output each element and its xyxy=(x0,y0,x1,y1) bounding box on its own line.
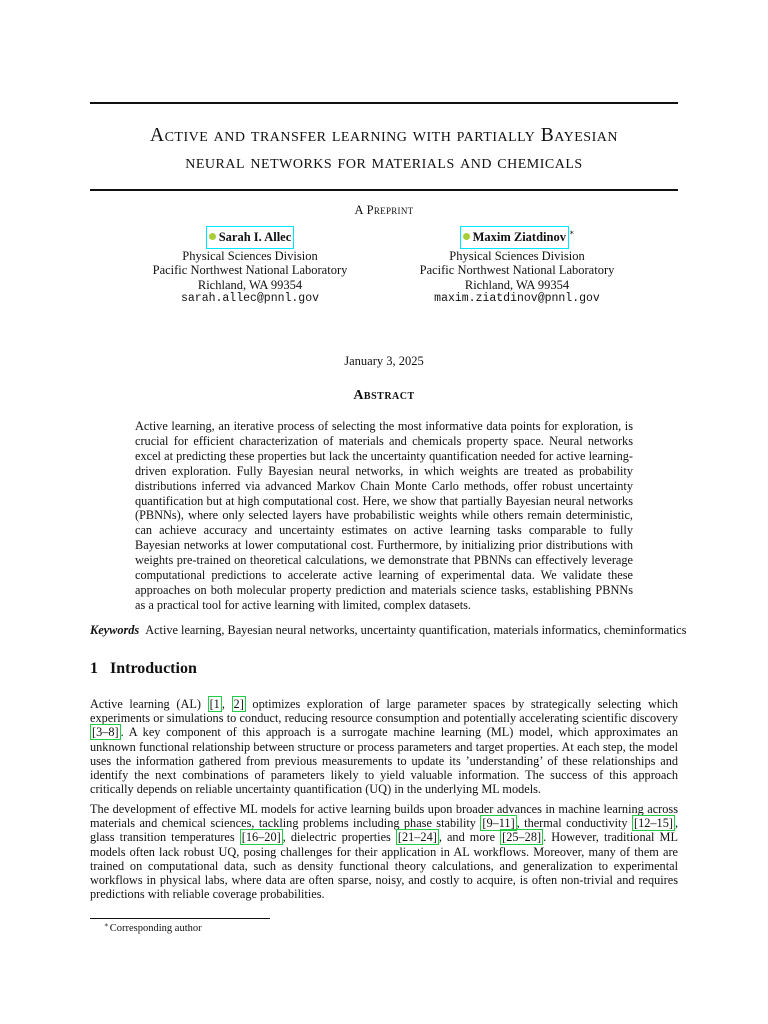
title-line-1: Active and transfer learning with partially Bayesian xyxy=(150,125,618,146)
citation-link[interactable]: [25–28] xyxy=(502,830,542,845)
text-run: . A key component of this approach is a surrogate machine learning (ML) model, which approximates an unknown functional relationship between structure or process parameters and target properties. At each step, the model uses the information gathered from previous measurements to update its ’understanding’ of these relationships and identify the next combinations of parameters likely to yield valuable information. The success of this approach critically depends on reliable uncertainty quantification (UQ) in the underlying ML models. xyxy=(90,725,678,797)
author-division: Physical Sciences Division xyxy=(182,248,318,263)
section-title: Introduction xyxy=(110,660,197,677)
text-run: , glass transition temperatures xyxy=(90,816,679,845)
top-rule xyxy=(90,102,678,104)
corresponding-marker[interactable]: ∗ xyxy=(568,228,575,237)
publication-date: January 3, 2025 xyxy=(344,354,424,368)
intro-paragraph-2 xyxy=(90,802,678,901)
abstract-text: Active learning, an iterative process of selecting the most informative data points for exploration, is crucial for efficient characterization of materials and chemicals property space. Neural networks excel at predicting these properties but lack the uncertainty quantification needed for active learning-driven exploration. Fully Bayesian neural networks, in which weights are treated as probability distributions inferred via advanced Markov Chain Monte Carlo methods, offer robust uncertainty quantification but at high computational cost. Here, we show that partially Bayesian neural networks (PBNNs), where only selected layers have probabilistic weights while others remain deterministic, can achieve accuracy and uncertainty estimates on active learning tasks comparable to fully Bayesian networks at lower computational cost. Furthermore, by initializing prior distributions with weights pre-trained on theoretical calculations, we demonstrate that PBNNs can effectively leverage computational predictions to accelerate active learning of experimental data. We validate these approaches on both molecular property prediction and materials science tasks, establishing PBNNs as a practical tool for active learning with limited, complex datasets. xyxy=(135,419,633,612)
orcid-icon[interactable] xyxy=(463,233,470,240)
author-division: Physical Sciences Division xyxy=(449,248,585,263)
author-email[interactable]: maxim.ziatdinov@pnnl.gov xyxy=(434,292,600,305)
abstract-heading: Abstract xyxy=(353,388,415,403)
intro-paragraph-1: Active learning (AL) [1 , 2] optimizes exploration of large parameter spaces by strategically selecting which experiments or simulations to conduct, reducing resource consumption and potentially accelerating scientific discovery [3–8] . A key component of this approach is a surrogate machine learning (ML) model, which approximates an unknown functional relationship between structure or process parameters and target properties. At each step, the model uses the information gathered from previous measurements to update its ’understanding’ of these relationships and identify the next combinations of parameters likely to yield valuable information. The success of this approach critically depends on reliable uncertainty quantification (UQ) in the underlying ML models. xyxy=(90,697,678,797)
citation-link[interactable]: [16–20] xyxy=(241,830,281,845)
author-email[interactable]: sarah.allec@pnnl.gov xyxy=(180,292,320,305)
author-name: Sarah I. Allec xyxy=(218,230,292,244)
paper-title xyxy=(90,122,678,176)
text-run: , thermal conductivity xyxy=(516,816,632,831)
text-run: . However, traditional ML models often lack robust UQ, posing challenges for their application in AL workflows. Moreover, many of them are trained on computational data, such as density functional theory calculations, and generalization to experimental workflows in physical labs, where data are often sparse, noisy, and costly to acquire, is often non-trivial and requires predictions with reliable coverage probabilities. xyxy=(90,830,678,902)
text-run: , and more xyxy=(438,830,501,845)
author-block-2 xyxy=(397,226,637,307)
text-run: optimizes exploration of large parameter spaces by strategically selecting which experiments or simulations to conduct, reducing resource consumption and potentially accelerating scientific discovery xyxy=(90,697,678,726)
section-heading-introduction xyxy=(90,660,197,678)
keywords-label: Keywords xyxy=(90,623,140,637)
author-lab: Pacific Northwest National Laboratory xyxy=(419,263,615,277)
text-run: , dielectric properties xyxy=(282,830,396,845)
author-location: Richland, WA 99354 xyxy=(197,277,303,292)
citation-link[interactable]: 2] xyxy=(233,697,244,711)
footnote-marker: ∗ xyxy=(104,921,109,929)
citation-link[interactable]: [21–24] xyxy=(397,830,437,845)
text-run: The development of effective ML models for active learning builds upon broader advances in machine learning across materials and chemical sciences, tackling problems including phase stability xyxy=(90,802,678,831)
citation-link[interactable]: [9–11] xyxy=(482,816,515,831)
footnote-rule xyxy=(90,918,270,919)
author-lab: Pacific Northwest National Laboratory xyxy=(152,263,348,277)
orcid-icon[interactable] xyxy=(209,233,216,240)
author-block-1 xyxy=(130,226,370,307)
author-name-link-2[interactable] xyxy=(460,226,569,249)
author-location: Richland, WA 99354 xyxy=(464,277,570,292)
text-run: Active learning (AL) xyxy=(90,697,208,711)
title-line-2: neural networks for materials and chemicals xyxy=(185,152,583,173)
author-name: Maxim Ziatdinov xyxy=(472,230,566,244)
keywords-line xyxy=(90,623,686,638)
footnote-text: Corresponding author xyxy=(109,923,202,934)
section-number: 1 xyxy=(90,660,98,677)
preprint-label: A Preprint xyxy=(354,203,414,217)
footnote xyxy=(104,921,202,934)
citation-link[interactable]: [1 xyxy=(209,697,220,711)
citation-link[interactable]: [12–15] xyxy=(634,816,673,831)
title-bottom-rule xyxy=(90,189,678,191)
citation-link[interactable]: [3–8] xyxy=(92,725,119,740)
author-name-link-1[interactable] xyxy=(206,226,295,249)
keywords-text: Active learning, Bayesian neural networks, uncertainty quantification, materials informatics, cheminformatics xyxy=(145,623,687,637)
